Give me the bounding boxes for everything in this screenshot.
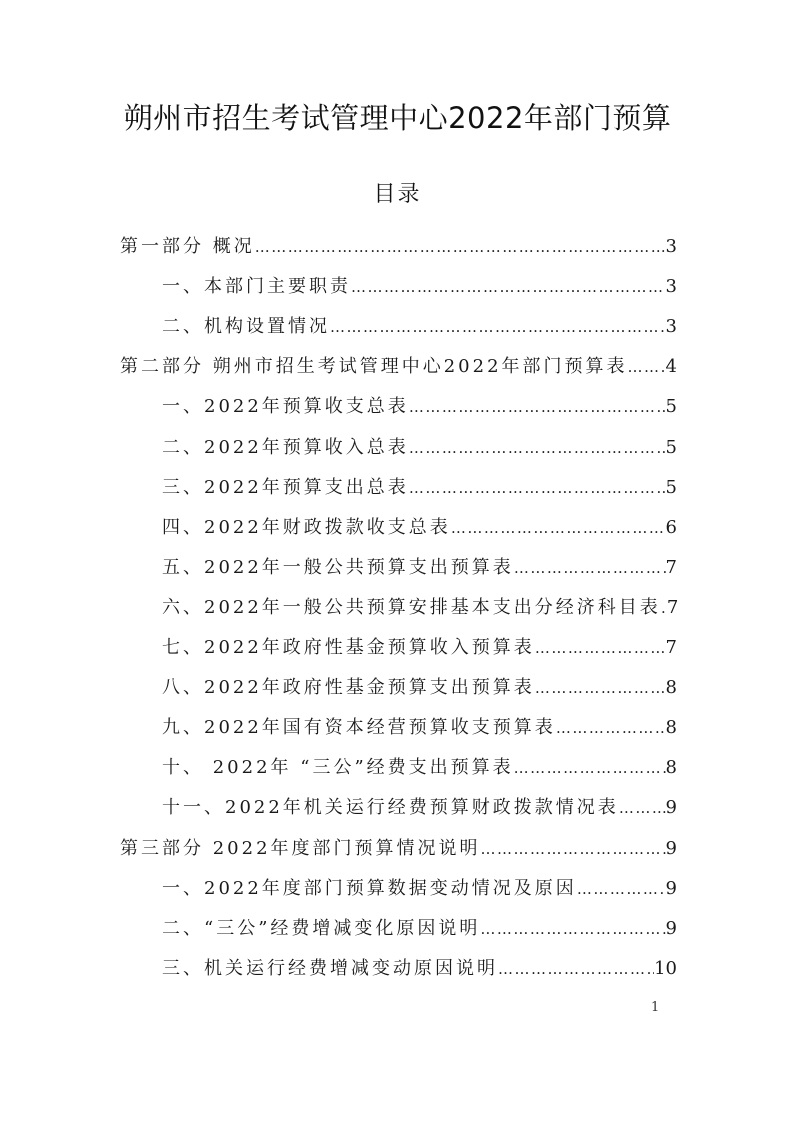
toc-entry-label: 五、2022年一般公共预算支出预算表 (162, 557, 514, 578)
toc-dot-leader (409, 391, 666, 423)
toc-entry-label: 第二部分 朔州市招生考试管理中心2022年部门预算表 (120, 356, 628, 377)
toc-entry[interactable] (162, 592, 677, 624)
toc-entry-page: 8 (665, 717, 677, 738)
toc-entry-label: 二、2022年预算收入总表 (162, 437, 409, 458)
toc-entry-page: 10 (654, 958, 677, 979)
toc-entry[interactable] (162, 432, 677, 464)
toc-entry-label: 二、“三公”经费增减变化原因说明 (162, 918, 481, 939)
toc-entry-label: 八、2022年政府性基金预算支出预算表 (162, 677, 535, 698)
toc-entry-label: 第一部分 概况 (120, 236, 255, 257)
toc-entry-page: 7 (665, 637, 677, 658)
toc-entry-page: 9 (665, 878, 677, 899)
toc-entry[interactable] (162, 712, 677, 744)
toc-entry-label: 六、2022年一般公共预算安排基本支出分经济科目表 (162, 597, 661, 618)
toc-entry[interactable] (162, 271, 677, 303)
toc-entry[interactable] (120, 833, 677, 865)
toc-dot-leader (514, 552, 666, 584)
toc-entry[interactable] (162, 672, 677, 704)
toc-entry[interactable] (162, 632, 677, 664)
toc-entry-page: 3 (665, 276, 677, 297)
toc-dot-leader (409, 472, 666, 504)
toc-dot-leader (498, 953, 654, 985)
toc-entry-label: 一、本部门主要职责 (162, 276, 351, 297)
toc-entry-page: 6 (665, 517, 677, 538)
toc-entry-label: 十一、2022年机关运行经费预算财政拨款情况表 (162, 797, 619, 818)
toc-entry-label: 四、2022年财政拨款收支总表 (162, 517, 451, 538)
toc-dot-leader (255, 231, 666, 263)
toc-entry-page: 9 (665, 838, 677, 859)
toc-entry-label: 一、2022年预算收支总表 (162, 396, 409, 417)
toc-dot-leader (451, 512, 666, 544)
toc-entry-label: 一、2022年度部门预算数据变动情况及原因 (162, 878, 577, 899)
toc-entry-page: 3 (665, 236, 677, 257)
toc-entry-label: 二、机构设置情况 (162, 316, 330, 337)
toc-entry-label: 十、 2022年 “三公”经费支出预算表 (162, 757, 514, 778)
toc-dot-leader (514, 752, 666, 784)
toc-entry-page: 3 (665, 316, 677, 337)
toc-dot-leader (480, 913, 665, 945)
toc-entry[interactable] (162, 752, 677, 784)
toc-dot-leader (409, 432, 666, 464)
toc-entry[interactable] (162, 953, 677, 985)
toc-heading: 目录 (373, 182, 422, 207)
toc-dot-leader (535, 672, 666, 704)
toc-entry-page: 7 (665, 557, 677, 578)
toc-entry-label: 三、机关运行经费增减变动原因说明 (162, 958, 498, 979)
toc-entry[interactable] (162, 913, 677, 945)
toc-entry[interactable] (162, 311, 677, 343)
toc-entry[interactable] (120, 351, 677, 383)
toc-entry-page: 8 (665, 757, 677, 778)
toc-entry[interactable] (162, 472, 677, 504)
toc-dot-leader (351, 271, 666, 303)
page-number: 1 (651, 1000, 660, 1015)
toc-dot-leader (628, 351, 666, 383)
toc-entry-page: 8 (665, 677, 677, 698)
toc-dot-leader (330, 311, 666, 343)
toc-entry-page: 5 (665, 396, 677, 417)
toc-entry[interactable] (162, 552, 677, 584)
document-title: 朔州市招生考试管理中心2022年部门预算 (123, 101, 672, 135)
toc-entry-page: 5 (665, 477, 677, 498)
toc-entry-page: 5 (665, 437, 677, 458)
toc-entry[interactable] (120, 231, 677, 263)
toc-dot-leader (481, 833, 666, 865)
toc-entry-label: 三、2022年预算支出总表 (162, 477, 409, 498)
toc-entry[interactable] (162, 391, 677, 423)
toc-entry[interactable] (162, 792, 677, 824)
toc-dot-leader (556, 712, 666, 744)
toc-entry-label: 七、2022年政府性基金预算收入预算表 (162, 637, 535, 658)
toc-entry-page: 4 (665, 356, 677, 377)
toc-entry-label: 第三部分 2022年度部门预算情况说明 (120, 838, 481, 859)
toc-entry-page: 9 (665, 918, 677, 939)
toc-dot-leader (619, 792, 666, 824)
toc-entry-page: 7 (666, 597, 679, 618)
toc-entry-page: 9 (665, 797, 677, 818)
toc-entry[interactable] (162, 512, 677, 544)
toc-dot-leader (577, 873, 666, 905)
toc-entry[interactable] (162, 873, 677, 905)
toc-dot-leader (535, 632, 666, 664)
toc-entry-label: 九、2022年国有资本经营预算收支预算表 (162, 717, 556, 738)
